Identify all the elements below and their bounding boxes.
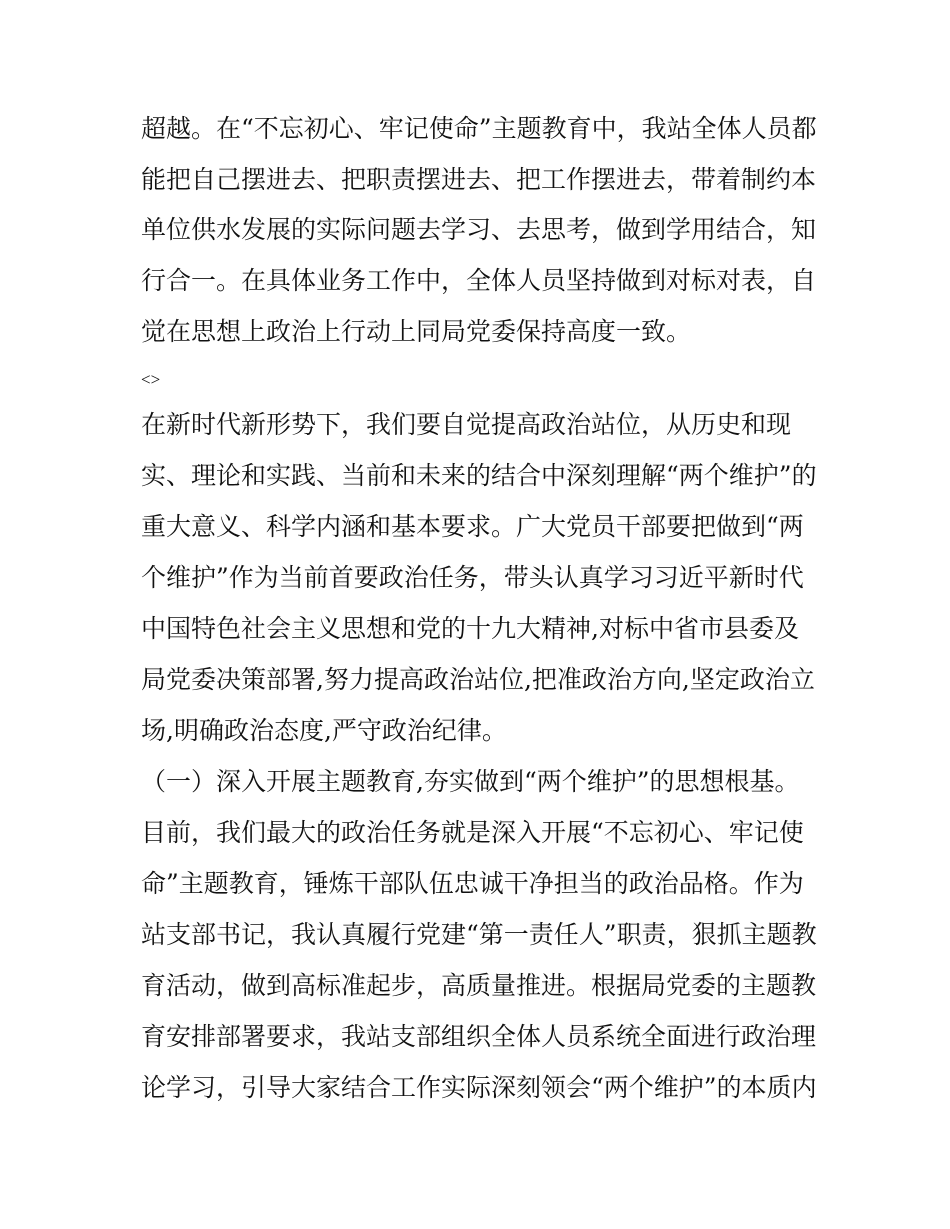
- paragraph-2-line-3: 重大意义、科学内涵和基本要求。广大党员干部要把做到“两: [141, 512, 804, 541]
- paragraph-1-line-4: 行合一。在具体业务工作中，全体人员坚持做到对标对表，自: [141, 266, 817, 295]
- paragraph-2-line-7: 场,明确政治态度,严守政治纪律。: [141, 716, 507, 745]
- paragraph-3-line-1: 目前，我们最大的政治任务就是深入开展“不忘初心、牢记使: [141, 818, 804, 847]
- paragraph-2-line-6: 局党委决策部署,努力提高政治站位,把准政治方向,坚定政治立: [141, 665, 815, 694]
- section-marker: <>: [141, 370, 161, 389]
- paragraph-3-line-4: 育活动，做到高标准起步，高质量推进。根据局党委的主题教: [141, 971, 817, 1000]
- paragraph-1-line-5: 觉在思想上政治上行动上同局党委保持高度一致。: [141, 317, 692, 346]
- paragraph-3-line-6: 论学习，引导大家结合工作实际深刻领会“两个维护”的本质内: [141, 1073, 817, 1102]
- paragraph-1-line-2: 能把自己摆进去、把职责摆进去、把工作摆进去，带着制约本: [141, 165, 817, 194]
- paragraph-1-line-3: 单位供水发展的实际问题去学习、去思考，做到学用结合，知: [141, 215, 817, 244]
- paragraph-2-line-4: 个维护”作为当前首要政治任务，带头认真学习习近平新时代: [141, 563, 804, 592]
- paragraph-2-line-5: 中国特色社会主义思想和党的十九大精神,对标中省市县委及: [141, 614, 799, 643]
- paragraph-2-line-2: 实、理论和实践、当前和未来的结合中深刻理解“两个维护”的: [141, 461, 817, 490]
- paragraph-1-line-1: 超越。在“不忘初心、牢记使命”主题教育中，我站全体人员都: [141, 114, 817, 143]
- paragraph-3-line-3: 站支部书记，我认真履行党建“第一责任人”职责，狠抓主题教: [141, 920, 817, 949]
- paragraph-2-line-1: 在新时代新形势下，我们要自觉提高政治站位，从历史和现: [141, 410, 792, 439]
- section-heading-1: （一）深入开展主题教育,夯实做到“两个维护”的思想根基。: [141, 767, 800, 796]
- paragraph-3-line-2: 命”主题教育，锤炼干部队伍忠诚干净担当的政治品格。作为: [141, 869, 804, 898]
- paragraph-3-line-5: 育安排部署要求，我站支部组织全体人员系统全面进行政治理: [141, 1022, 817, 1051]
